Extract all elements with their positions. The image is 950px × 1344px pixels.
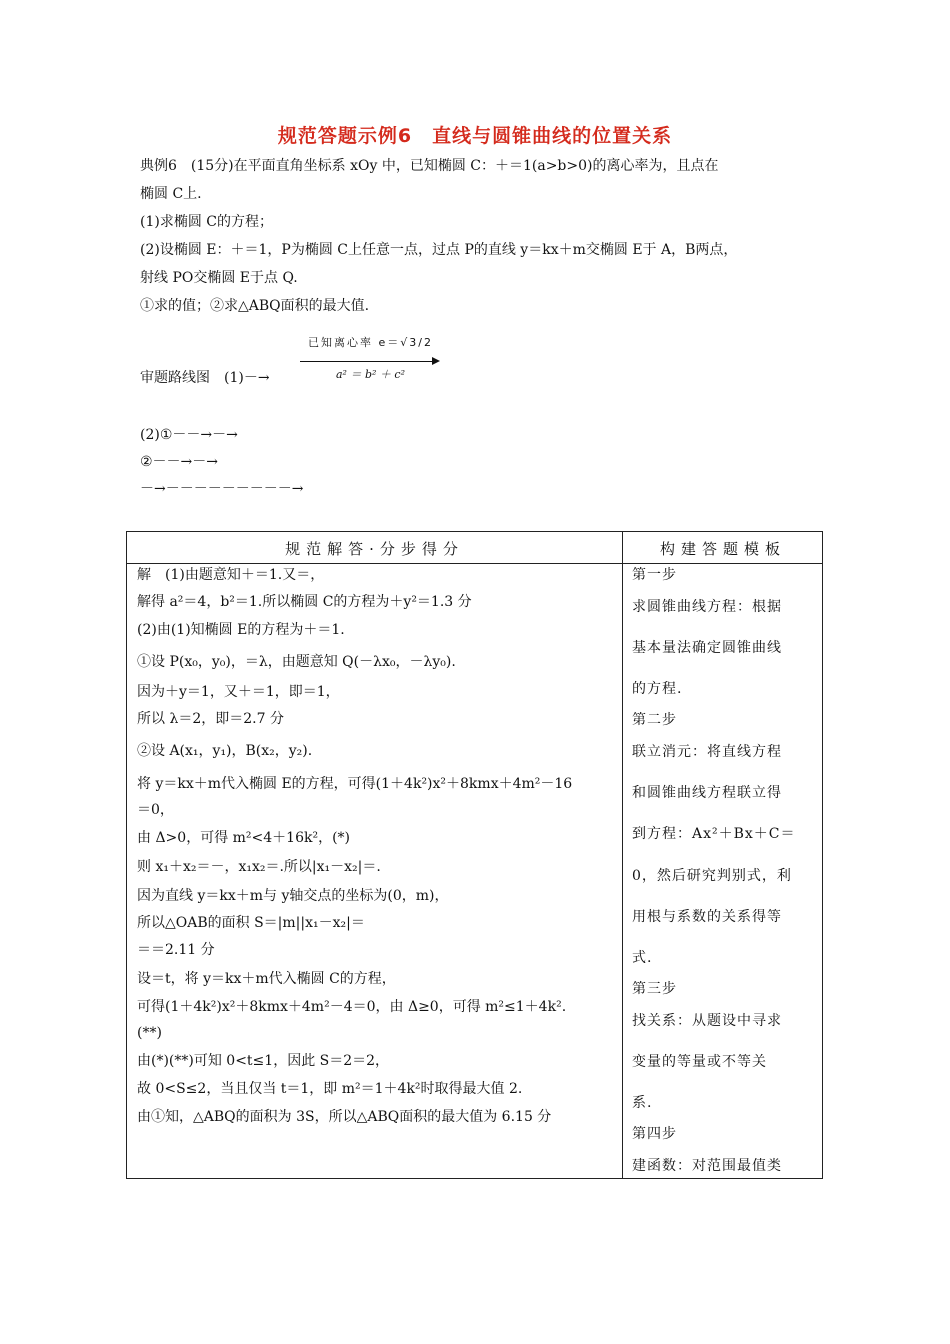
solution-line: 由(*)(**)可知 0<t≤1，因此 S＝2＝2， [137,1053,390,1069]
solution-line: 设＝t，将 y＝kx＋m代入椭圆 C的方程， [137,971,396,987]
table-header-divider [127,563,822,564]
arrow-head-icon [432,357,440,365]
template-line: 变量的等量或不等关 [632,1054,767,1070]
template-line: 系. [632,1095,653,1111]
template-line: 式. [632,950,653,966]
route-bottom-text: a² ＝ b² ＋ c² [336,368,405,381]
table-header-left: 规范解答·分步得分 [285,540,464,558]
problem-line: (2)设椭圆 E：＋＝1，P为椭圆 C上任意一点，过点 P的直线 y＝kx＋m交椭圆 E于 A，B两点， [140,242,738,258]
template-line: 第四步 [632,1126,677,1142]
problem-line: 椭圆 C上. [140,186,202,202]
solution-line: (2)由(1)知椭圆 E的方程为＋＝1. [137,622,345,638]
flow-line: (2)①－－→－→ [140,427,238,443]
solution-line: (**) [137,1025,162,1041]
table-header-right: 构建答题模板 [659,540,786,558]
template-line: 和圆锥曲线方程联立得 [632,785,782,801]
solution-line: 所以 λ＝2，即＝2.7 分 [137,711,284,727]
route-diagram [298,330,443,385]
solution-line: ①设 P(x₀，y₀)，＝λ，由题意知 Q(－λx₀，－λy₀). [137,654,456,670]
template-line: 建函数：对范围最值类 [632,1158,782,1174]
solution-line: ②设 A(x₁，y₁)，B(x₂，y₂). [137,743,313,759]
problem-line: (1)求椭圆 C的方程； [140,214,273,230]
problem-line: 典例6 (15分)在平面直角坐标系 xOy 中，已知椭圆 C：＋＝1(a>b>0)的离心率为，且点在 [140,158,719,174]
flow-line: －→－－－－－－－－－→ [140,481,304,497]
page-title: 规范答题示例6 直线与圆锥曲线的位置关系 [277,125,673,147]
solution-line: 故 0<S≤2，当且仅当 t＝1，即 m²＝1＋4k²时取得最大值 2. [137,1081,523,1097]
template-line: 基本量法确定圆锥曲线 [632,640,782,656]
template-line: 到方程：Ax²＋Bx＋C＝ [632,826,796,842]
solution-line: 则 x₁＋x₂＝－，x₁x₂＝.所以|x₁－x₂|＝. [137,859,381,875]
route-arrow-line [300,361,435,362]
flow-line: ②－－→－→ [140,454,219,470]
solution-line: 将 y＝kx＋m代入椭圆 E的方程，可得(1＋4k²)x²＋8kmx＋4m²－16 [137,776,573,792]
route-top-text: 已知离心率 e＝√3/2 [308,336,433,349]
template-line: 0，然后研究判别式，利 [632,868,792,884]
solution-line: 解得 a²＝4，b²＝1.所以椭圆 C的方程为＋y²＝1.3 分 [137,594,472,610]
template-line: 联立消元：将直线方程 [632,744,782,760]
route-label: 审题路线图 (1)－→ [140,370,270,386]
problem-line: 射线 PO交椭圆 E于点 Q. [140,270,298,286]
solution-line: 由①知，△ABQ的面积为 3S，所以△ABQ面积的最大值为 6.15 分 [137,1109,552,1125]
table-divider [622,532,623,1178]
solution-line: 因为直线 y＝kx＋m与 y轴交点的坐标为(0，m)， [137,888,449,904]
solution-line: ＝＝2.11 分 [137,942,215,958]
template-line: 求圆锥曲线方程：根据 [632,599,782,615]
template-line: 找关系：从题设中寻求 [632,1013,782,1029]
solution-line: 因为＋y＝1，又＋＝1，即＝1， [137,684,340,700]
solution-line: 所以△OAB的面积 S＝|m||x₁－x₂|＝ [137,915,365,931]
answer-table [126,531,823,1179]
solution-line: 由 Δ>0，可得 m²<4＋16k²，(*) [137,830,351,846]
template-line: 用根与系数的关系得等 [632,909,782,925]
template-line: 第二步 [632,712,677,728]
template-line: 第一步 [632,567,677,583]
template-line: 的方程. [632,681,683,697]
solution-line: 解 (1)由题意知＋＝1.又＝， [137,567,325,583]
solution-line: 可得(1＋4k²)x²＋8kmx＋4m²－4＝0，由 Δ≥0，可得 m²≤1＋4k². [137,999,567,1015]
solution-line: ＝0， [137,802,174,818]
problem-line: ①求的值；②求△ABQ面积的最大值. [140,298,370,314]
template-line: 第三步 [632,981,677,997]
